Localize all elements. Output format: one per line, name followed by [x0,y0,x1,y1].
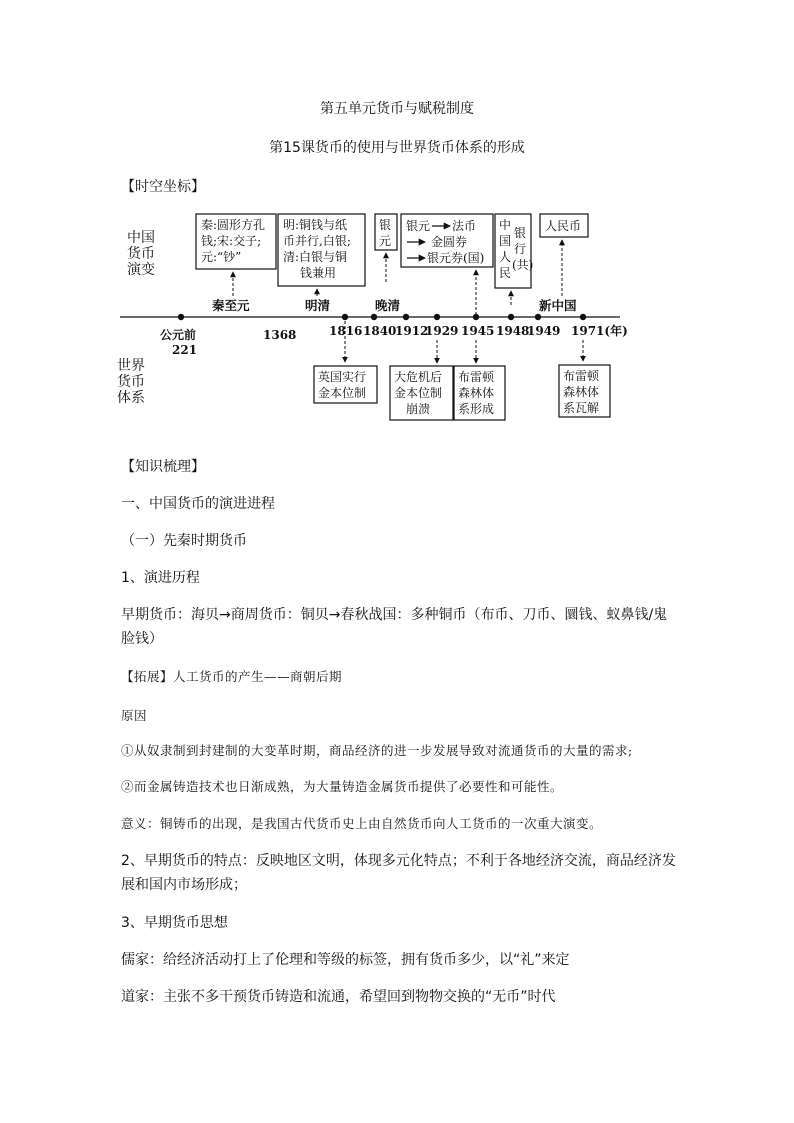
year-1948: 1948 [496,324,530,338]
era-ming-qing: 明清 [305,298,331,313]
heading-evolution: 1、演进历程 [121,570,200,586]
box-collapse-line-2: 金本位制 [394,386,443,400]
box-bw-collapse-line-2: 森林体 [563,385,600,399]
era-new-china: 新中国 [539,298,577,313]
box-republic-line-1: 银元 [406,219,431,233]
box-peoples-bank-col2-1: 银 [514,226,527,240]
box-ming-qing-line-2: 币并行,白银; [283,234,351,248]
year-1368: 1368 [263,328,297,342]
year-221bc-line-1: 公元前 [160,328,197,342]
box-bw-collapse-line-3: 系瓦解 [563,401,600,415]
year-221bc-line-2: 221 [172,343,198,357]
box-republic-line-4: 银元券(国) [427,251,485,265]
world-label-line-2: 货币 [117,374,145,390]
box-silver-yuan-line-2: 元 [379,234,392,248]
box-bw-formed-line-2: 森林体 [458,386,495,400]
china-label-line-3: 演变 [127,262,155,278]
lesson-title: 第15课货币的使用与世界货币体系的形成 [269,140,525,156]
early-currency-line-2: 脸钱） [121,631,163,647]
box-bw-collapse-line-1: 布雷顿 [563,369,600,383]
box-republic-line-2: 法币 [452,219,477,233]
heading-1: 一、中国货币的演进进程 [121,496,275,512]
china-label-line-2: 货币 [127,246,155,262]
box-uk-line-1: 英国实行 [318,370,367,384]
box-peoples-bank-col1-1: 中 [499,218,512,232]
box-qin-yuan-line-2: 钱;宋:交子; [201,234,262,248]
currency-timeline-diagram [115,200,635,425]
box-rmb-line-1: 人民币 [545,219,582,233]
early-currency-line-1: 早期货币：海贝→商周货币：铜贝→春秋战国：多种铜币（布币、刀币、圜钱、蚁鼻钱/鬼 [121,607,668,623]
cause-2: ②而金属铸造技术也日渐成熟，为大量铸造金属货币提供了必要性和可能性。 [121,779,564,794]
box-ming-qing-line-3: 清:白银与铜 [283,250,348,264]
meaning: 意义：铜铸币的出现，是我国古代货币史上由自然货币向人工货币的一次重大演变。 [121,816,603,831]
section-timeline-heading: 【时空坐标】 [121,179,205,195]
features-line-1: 2、早期货币的特点：反映地区文明，体现多元化特点；不利于各地经济交流，商品经济发 [121,853,676,869]
taoist-view: 道家：主张不多干预货币铸造和流通，希望回到物物交换的“无币”时代 [121,989,556,1005]
box-peoples-bank-col1-4: 民 [499,266,512,280]
box-bw-formed-line-3: 系形成 [458,402,495,416]
year-1949: 1949 [527,324,561,338]
box-peoples-bank-col2-3: (共) [512,258,534,272]
year-1816: 1816 [329,324,363,338]
year-1929: 1929 [425,324,459,338]
box-collapse-line-3: 崩溃 [406,402,431,416]
box-collapse-line-1: 大危机后 [394,370,443,384]
year-1945: 1945 [461,324,495,338]
world-label-line-3: 体系 [117,390,145,406]
box-qin-yuan-line-3: 元:“钞” [201,250,242,264]
box-bw-formed-line-1: 布雷顿 [458,370,495,384]
box-peoples-bank-col1-2: 国 [499,234,512,248]
era-late-qing: 晚清 [375,298,401,313]
year-1912: 1912 [395,324,429,338]
cause-label: 原因 [121,708,148,723]
section-knowledge-heading: 【知识梳理】 [121,459,205,475]
expand-title: 【拓展】人工货币的产生——商朝后期 [121,669,343,684]
box-qin-yuan-line-1: 秦:圆形方孔 [201,218,266,232]
cause-1: ①从奴隶制到封建制的大变革时期，商品经济的进一步发展导致对流通货币的大量的需求; [121,743,633,758]
features-line-2: 展和国内市场形成； [121,877,247,893]
china-label-line-1: 中国 [127,230,155,246]
box-republic-line-3: 金圆券 [431,235,468,249]
era-qin-yuan: 秦至元 [212,298,250,313]
box-peoples-bank-col1-3: 人 [499,250,512,264]
box-silver-yuan-line-1: 银 [379,218,392,232]
box-peoples-bank-col2-2: 行 [514,242,527,256]
heading-1-1: （一）先秦时期货币 [121,533,247,549]
heading-thought: 3、早期货币思想 [121,915,228,931]
box-ming-qing-line-1: 明:铜钱与纸 [283,218,348,232]
box-ming-qing-line-4: 钱兼用 [300,266,337,280]
unit-title: 第五单元货币与赋税制度 [320,101,474,117]
year-1840: 1840 [363,324,397,338]
year-1971: 1971(年) [571,324,628,338]
box-uk-line-2: 金本位制 [318,386,367,400]
world-label-line-1: 世界 [117,358,145,374]
confucian-view: 儒家：给经济活动打上了伦理和等级的标签，拥有货币多少，以“礼”来定 [121,952,570,968]
